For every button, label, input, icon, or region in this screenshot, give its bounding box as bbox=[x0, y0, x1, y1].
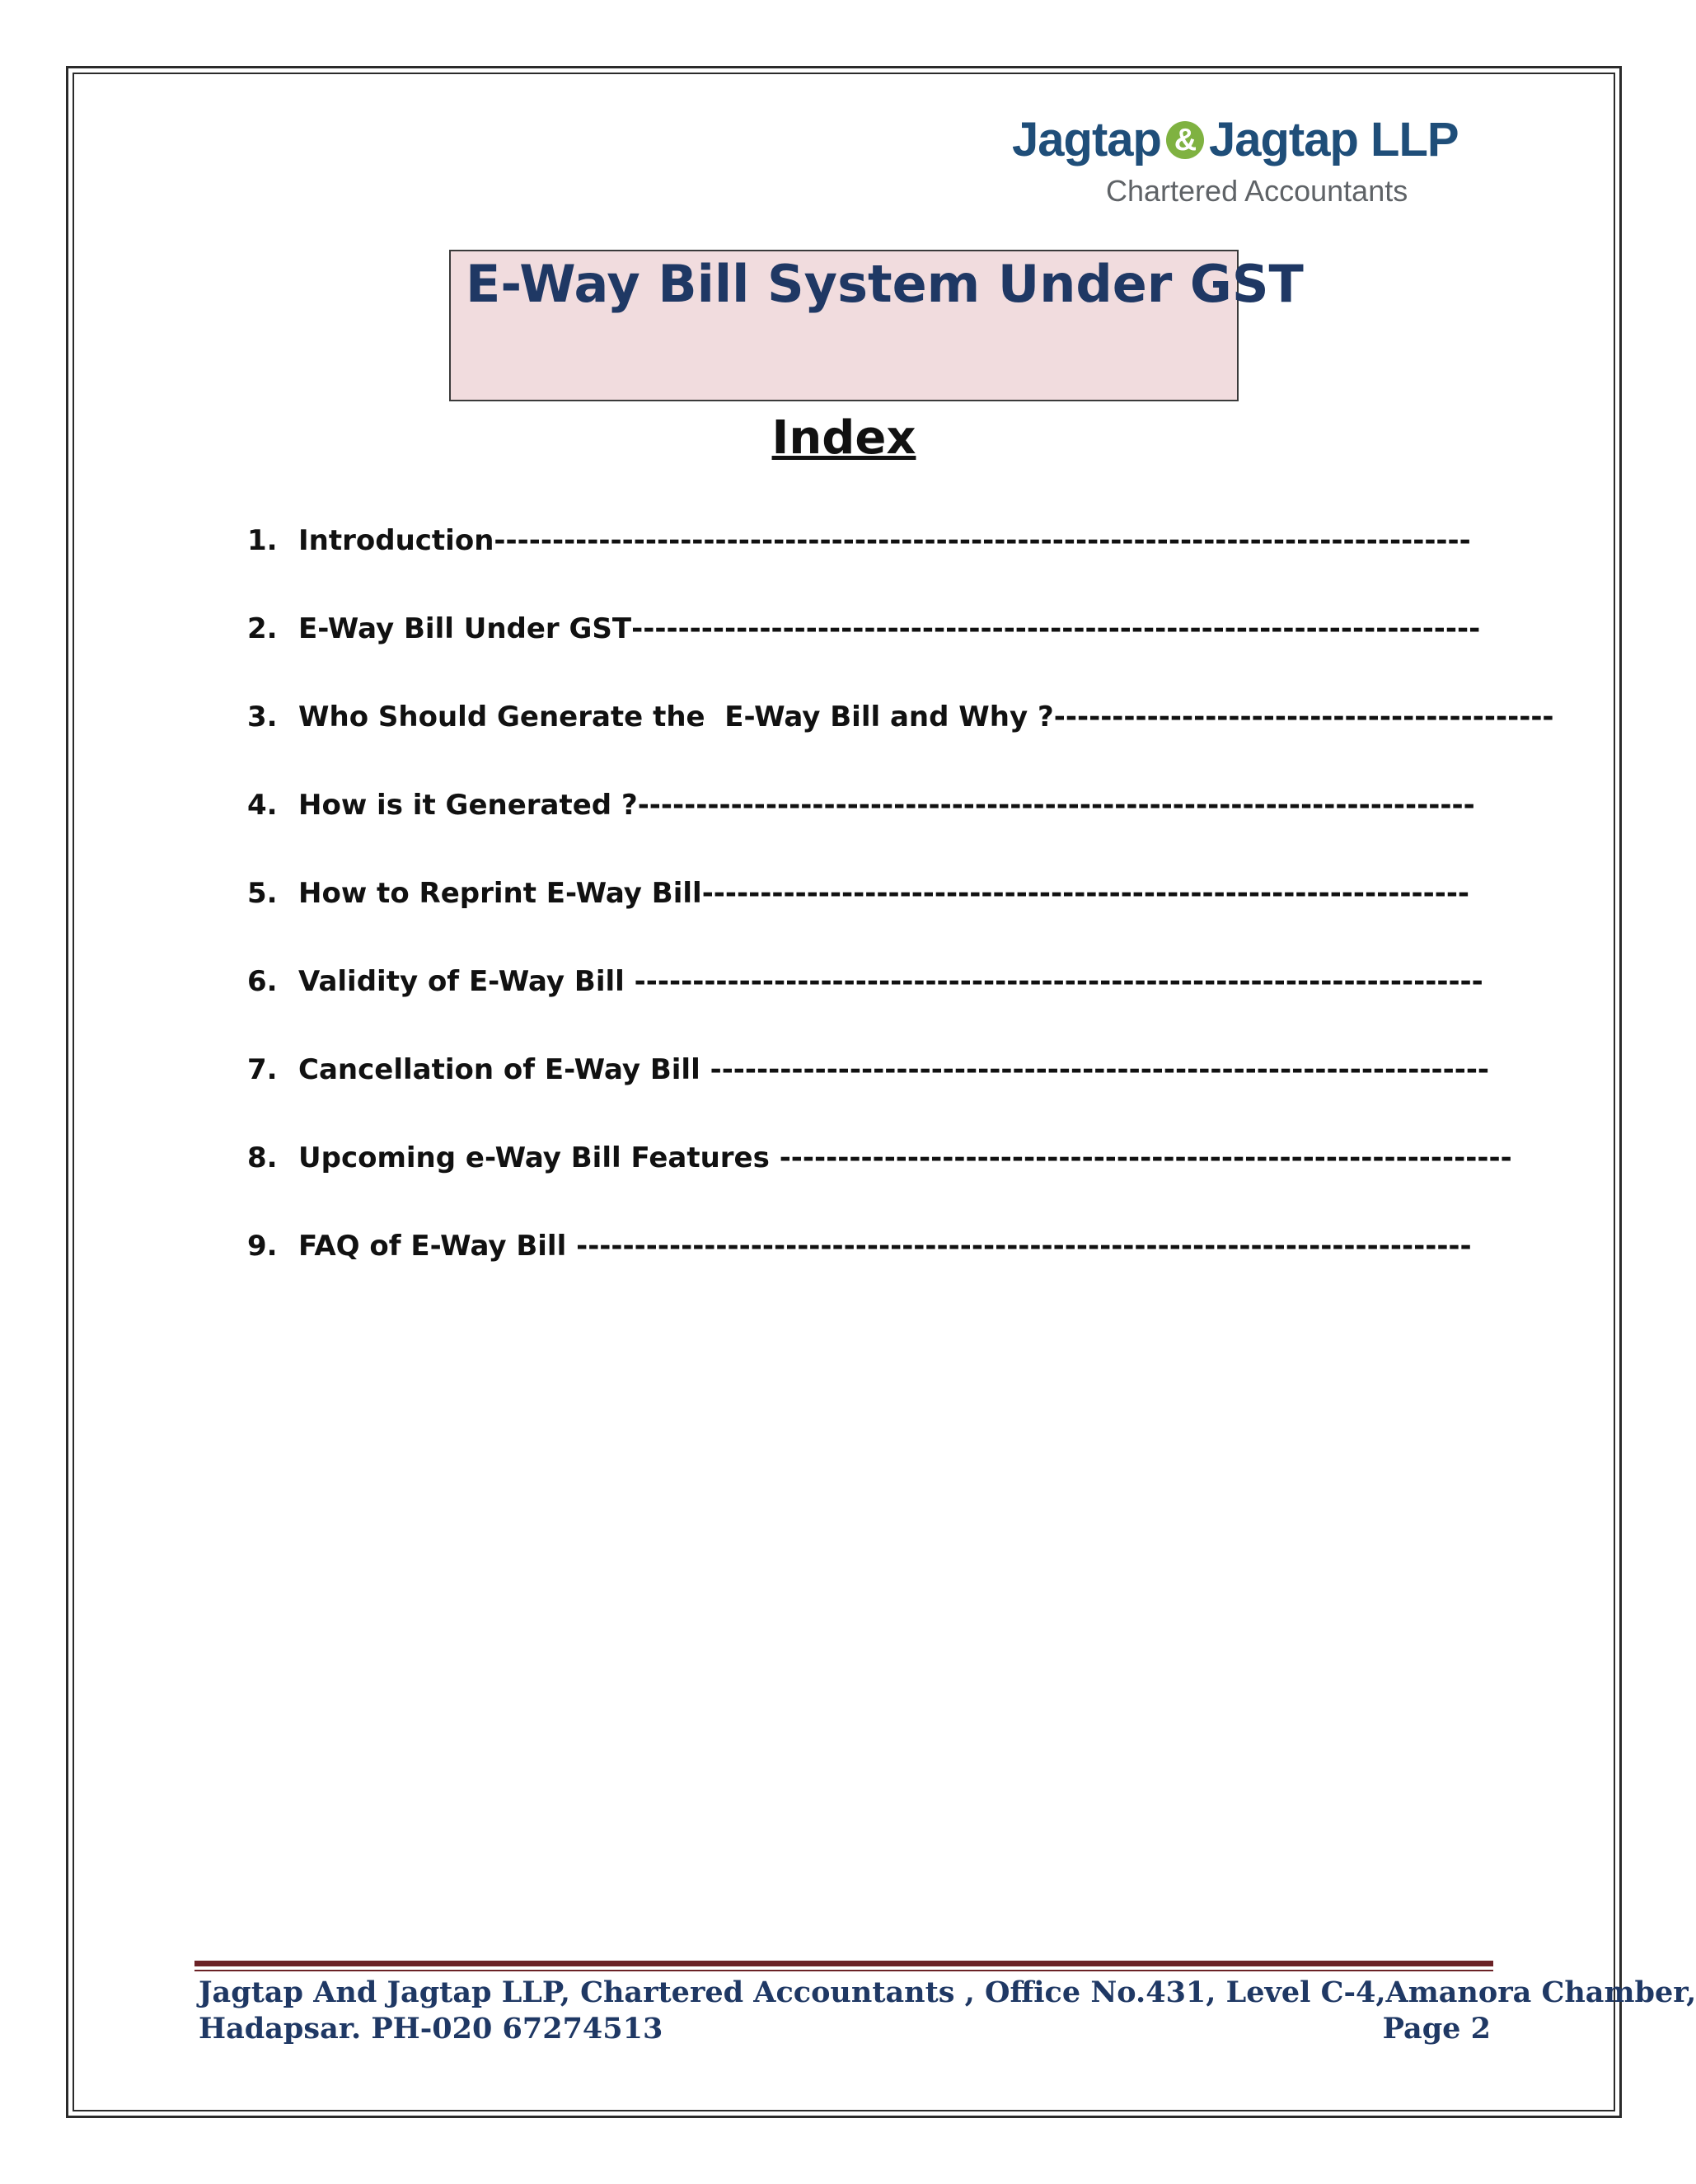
toc-entry-number: 9. bbox=[247, 1230, 278, 1263]
footer-rule-thick bbox=[194, 1961, 1493, 1966]
toc-entry-label: Cancellation of E-Way Bill bbox=[298, 1053, 710, 1086]
page-footer bbox=[199, 1975, 1696, 2047]
document-title: E-Way Bill System Under GST bbox=[466, 254, 1304, 314]
toc-entry-number: 2. bbox=[247, 612, 278, 645]
table-of-contents bbox=[247, 516, 1554, 1310]
title-box bbox=[449, 250, 1304, 401]
toc-entry-leader: ------------------------------------------------------------------------- bbox=[631, 612, 1481, 645]
toc-entry-number: 3. bbox=[247, 701, 278, 733]
toc-entry-label: Upcoming e-Way Bill Features bbox=[298, 1141, 780, 1174]
toc-entry bbox=[247, 516, 1483, 604]
toc-entry-leader: ------------------------------------------------------------------- bbox=[710, 1053, 1490, 1086]
toc-entry bbox=[247, 1133, 1512, 1221]
index-heading: Index bbox=[771, 411, 916, 465]
toc-entry-label: How to Reprint E-Way Bill bbox=[298, 877, 702, 910]
logo-tagline: Chartered Accountants bbox=[1106, 174, 1408, 208]
footer-address: Jagtap And Jagtap LLP, Chartered Accountants , Office No.431, Level C-4,Amanora Chamber, bbox=[199, 1975, 1696, 2009]
toc-entry bbox=[247, 604, 1483, 692]
toc-entry-number: 6. bbox=[247, 965, 278, 998]
toc-entry-label: Who Should Generate the E-Way Bill and Why ? bbox=[298, 701, 1054, 733]
toc-entry bbox=[247, 957, 1483, 1045]
toc-entry-leader: ------------------------------------------- bbox=[1053, 701, 1554, 733]
toc-entry-leader: ------------------------------------------------------------------------------------ bbox=[494, 524, 1471, 557]
ampersand-icon: & bbox=[1166, 121, 1204, 159]
logo-name bbox=[1012, 107, 1459, 173]
toc-entry bbox=[247, 692, 1554, 780]
toc-entry-number: 1. bbox=[247, 524, 278, 557]
company-logo bbox=[1012, 107, 1473, 223]
toc-entry-label: How is it Generated ? bbox=[298, 789, 638, 822]
footer-rule-thin bbox=[194, 1970, 1493, 1971]
footer-row-2 bbox=[199, 2011, 1491, 2047]
toc-entry-number: 4. bbox=[247, 789, 278, 822]
toc-entry-leader: ----------------------------------------------------------------------------- bbox=[576, 1230, 1472, 1263]
toc-entry-number: 5. bbox=[247, 877, 278, 910]
page-number: Page 2 bbox=[1382, 2012, 1491, 2046]
logo-name-right: Jagtap LLP bbox=[1208, 113, 1459, 166]
toc-entry-label: E-Way Bill Under GST bbox=[298, 612, 632, 645]
toc-entry bbox=[247, 869, 1483, 957]
toc-entry-number: 8. bbox=[247, 1141, 278, 1174]
toc-entry bbox=[247, 1045, 1490, 1133]
toc-entry-leader: ------------------------------------------------------------------------- bbox=[634, 965, 1483, 998]
toc-entry-label: FAQ of E-Way Bill bbox=[298, 1230, 577, 1263]
footer-row-1 bbox=[199, 1975, 1696, 2011]
logo-name-left: Jagtap bbox=[1012, 113, 1161, 166]
toc-entry-leader: ------------------------------------------------------------------ bbox=[701, 877, 1470, 910]
toc-entry-label: Introduction bbox=[298, 524, 494, 557]
footer-phone: Hadapsar. PH-020 67274513 bbox=[199, 2012, 663, 2046]
toc-entry-leader: --------------------------------------------------------------- bbox=[779, 1141, 1512, 1174]
toc-entry bbox=[247, 780, 1483, 869]
toc-entry-leader: ------------------------------------------------------------------------ bbox=[637, 789, 1475, 822]
toc-entry-label: Validity of E-Way Bill bbox=[298, 965, 635, 998]
toc-entry bbox=[247, 1221, 1483, 1310]
toc-entry-number: 7. bbox=[247, 1053, 278, 1086]
